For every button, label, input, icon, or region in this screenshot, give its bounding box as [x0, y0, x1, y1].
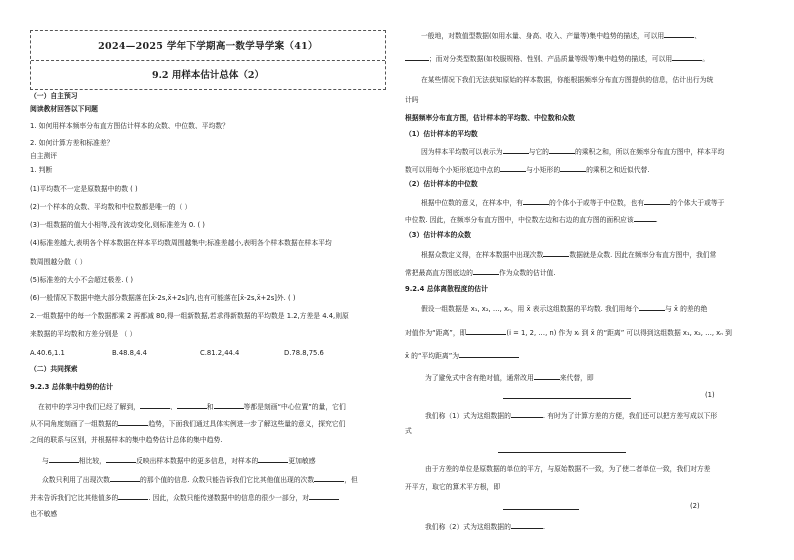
fill-blank[interactable]	[118, 418, 148, 426]
dispersion-line-1: 假设一组数据是 x₁, x₂, …, xₙ，用 x̄ 表示这组数据的平均数. 我们用每个 与 x̄ 的差的绝	[421, 305, 708, 313]
lesson-title: 9.2 用样本估计总体（2）	[152, 70, 264, 81]
median-heading: （2）估计样本的中位数	[405, 180, 478, 188]
section-self-study: （一）自主预习	[30, 92, 78, 100]
fill-blank[interactable]	[49, 455, 79, 463]
fill-blank[interactable]	[110, 474, 140, 482]
problem-2-cont: 来数据的平均数和方差分别是 （ ）	[30, 330, 137, 338]
fill-blank[interactable]	[405, 53, 429, 61]
mode-line-1: 根据众数定义得，在样本数据中出现次数 数据就是众数. 因此在频率分布直方图中，我们常	[421, 251, 717, 259]
right-line-3-cont: 计吗	[405, 96, 419, 104]
problem-2: 2.一组数据中的每一个数据都乘 2 再都减 80,得一组新数据,若求得新数据的平均数是 1.2,方差是 4.4,则原	[30, 312, 349, 320]
stddev-line-1: 由于方差的单位是原数据的单位的平方，与原始数据不一致，为了使二者单位一致，我们对方差	[425, 465, 711, 473]
worksheet-title: 2024—2025 学年下学期高一数学导学案（41）	[98, 41, 318, 52]
fill-blank[interactable]	[140, 401, 170, 409]
judge-item-2: (2)一个样本的众数、平均数和中位数都是唯一的（ ）	[30, 203, 192, 211]
right-line-2: ；而对分类型数据(如校服规格、性别、产品质量等级等)集中趋势的描述，可以用 。	[405, 53, 709, 64]
judge-item-3: (3)一组数据的值大小相等,没有波动变化,则标准差为 0. ( )	[30, 221, 205, 229]
judge-item-4: (4)标准差越大,表明各个样本数据在样本平均数周围越集中;标准差越小,表明各个样本数据在样本平均	[30, 239, 332, 247]
fill-blank[interactable]	[672, 53, 702, 61]
judge-item-5: (5)标准差的大小不会超过极差. ( )	[30, 276, 133, 284]
title-box	[30, 30, 386, 90]
fill-blank[interactable]	[177, 401, 207, 409]
fill-blank[interactable]	[534, 372, 560, 380]
fill-blank[interactable]	[511, 410, 543, 418]
fill-blank[interactable]	[500, 164, 526, 172]
title-divider	[31, 60, 385, 61]
equation-number-2: (2)	[690, 502, 700, 510]
option-d: D.78.8,75.6	[284, 349, 324, 357]
fill-blank[interactable]	[106, 455, 136, 463]
section-924-heading: 9.2.4 总体离散程度的估计	[405, 285, 488, 293]
question-1: 1. 如何用样本频率分布直方图估计样本的众数、中位数、平均数？	[30, 122, 229, 130]
fill-blank[interactable]	[309, 492, 339, 500]
dispersion-line-4: 为了避免式中含有绝对值，通常改用 来代替，即	[425, 374, 594, 382]
para-3-line-2: 并未告诉我们它比其他值多的 . 因此，众数只能传递数据中的信息的很少一部分，对	[30, 492, 339, 503]
right-line-3: 在某些情况下我们无法获知原始的样本数据，你能根据频率分布直方图提供的信息，估计出行为统	[421, 76, 714, 84]
fill-blank[interactable]	[314, 474, 344, 482]
median-line-2: 中位数. 因此，在频率分布直方图中，中位数左边和右边的直方图的面积应该 .	[405, 216, 658, 224]
para-1-line-2: 从不同角度刻画了一组数据的 趋势，下面我们通过具体实例进一步了解这些量的意义，探究它们	[30, 420, 346, 428]
fill-blank[interactable]	[543, 249, 569, 257]
fill-blank[interactable]	[118, 492, 148, 500]
para-3-line-1: 众数只利用了出现次数 的那个值的信息. 众数只能告诉我们它比其他值出现的次数 ，但	[42, 476, 358, 484]
fill-blank[interactable]	[503, 146, 529, 154]
para-1-line-1: 在初中的学习中我们已经了解到， 、 和 等都是刻画“中心位置”的量，它们	[38, 403, 346, 411]
option-c: C.81.2,44.4	[200, 349, 240, 357]
formula-blank-variance[interactable]	[498, 445, 626, 453]
self-test-heading: 自主测评	[30, 152, 58, 160]
section-explore: （二）共同探索	[30, 365, 78, 373]
fill-blank[interactable]	[560, 164, 586, 172]
para-2: 与 相比较， 反映出样本数据中的更多信息，对样本的 更加敏感	[42, 457, 316, 465]
mean-line-1: 因为样本平均数可以表示为 与它的 的乘积之和，所以在频率分布直方图中，样本平均	[421, 148, 725, 156]
option-b: B.48.8,4.4	[112, 349, 147, 357]
section-923-heading: 9.2.3 总体集中趋势的估计	[30, 383, 113, 391]
fill-blank[interactable]	[664, 30, 694, 38]
option-a: A.40.6,1.1	[30, 349, 65, 357]
mode-heading: （3）估计样本的众数	[405, 231, 471, 239]
fill-blank[interactable]	[511, 521, 543, 529]
dispersion-line-2: 对值作为“距离”，即 (i = 1, 2, …, n) 作为 xᵢ 到 x̄ 的“距离” 可以得到这组数据 x₁, x₂, …, xₙ 到	[405, 329, 732, 337]
read-heading: 阅读教材回答以下问题	[30, 105, 98, 113]
mean-line-2: 数可以用每个小矩形底边中点的 与小矩形的 的乘积之和近似代替.	[405, 166, 650, 174]
fill-blank[interactable]	[634, 214, 656, 222]
judge-item-4-cont: 数周围越分散（ ）	[30, 258, 87, 266]
histogram-estimate-heading: 根据频率分布直方图，估计样本的平均数、中位数和众数	[405, 114, 575, 122]
judge-item-6: (6)一般情况下数据中绝大部分数据落在[x̄-2s,x̄+2s]内,也有可能落在[x̄-2s,x̄+2s]外. ( )	[30, 294, 296, 302]
equation-number-1: (1)	[705, 391, 715, 399]
fill-blank[interactable]	[639, 303, 665, 311]
mean-heading: （1）估计样本的平均数	[405, 130, 478, 138]
variance-line: 我们称（1）式为这组数据的 . 有时为了计算方差的方便，我们还可以把方差写成以下形	[425, 412, 718, 420]
fill-blank[interactable]	[466, 327, 506, 335]
judge-heading: 1. 判断	[30, 166, 53, 174]
formula-blank-1[interactable]	[503, 391, 631, 399]
para-3-line-3: 也不敏感	[30, 510, 58, 518]
stddev-line-2: 开平方，取它的算术平方根，即	[405, 483, 501, 491]
fill-blank[interactable]	[459, 350, 519, 358]
dispersion-line-3: x̄ 的“平均距离”为	[405, 350, 519, 361]
formula-blank-2[interactable]	[503, 502, 579, 510]
variance-line-cont: 式	[405, 427, 412, 435]
fill-blank[interactable]	[523, 197, 549, 205]
fill-blank[interactable]	[549, 146, 575, 154]
para-1-line-3: 之间的联系与区别，并根据样本的集中趋势估计总体的集中趋势.	[30, 436, 223, 444]
stddev-line-3: 我们称（2）式为这组数据的 .	[425, 523, 546, 531]
mode-line-2: 常把最高直方图底边的 作为众数的估计值.	[405, 269, 556, 277]
question-2: 2. 如何计算方差和标准差？	[30, 139, 114, 147]
median-line-1: 根据中位数的意义，在样本中，有 的个体小于或等于中位数，也有 的个体大于或等于	[421, 199, 725, 207]
fill-blank[interactable]	[258, 455, 288, 463]
fill-blank[interactable]	[214, 401, 244, 409]
right-line-1: 一般地，对数值型数据(如用水量、身高、收入、产量等)集中趋势的描述，可以用 、	[421, 32, 701, 40]
fill-blank[interactable]	[473, 267, 499, 275]
judge-item-1: (1)平均数不一定是原数据中的数 ( )	[30, 185, 138, 193]
fill-blank[interactable]	[644, 197, 670, 205]
